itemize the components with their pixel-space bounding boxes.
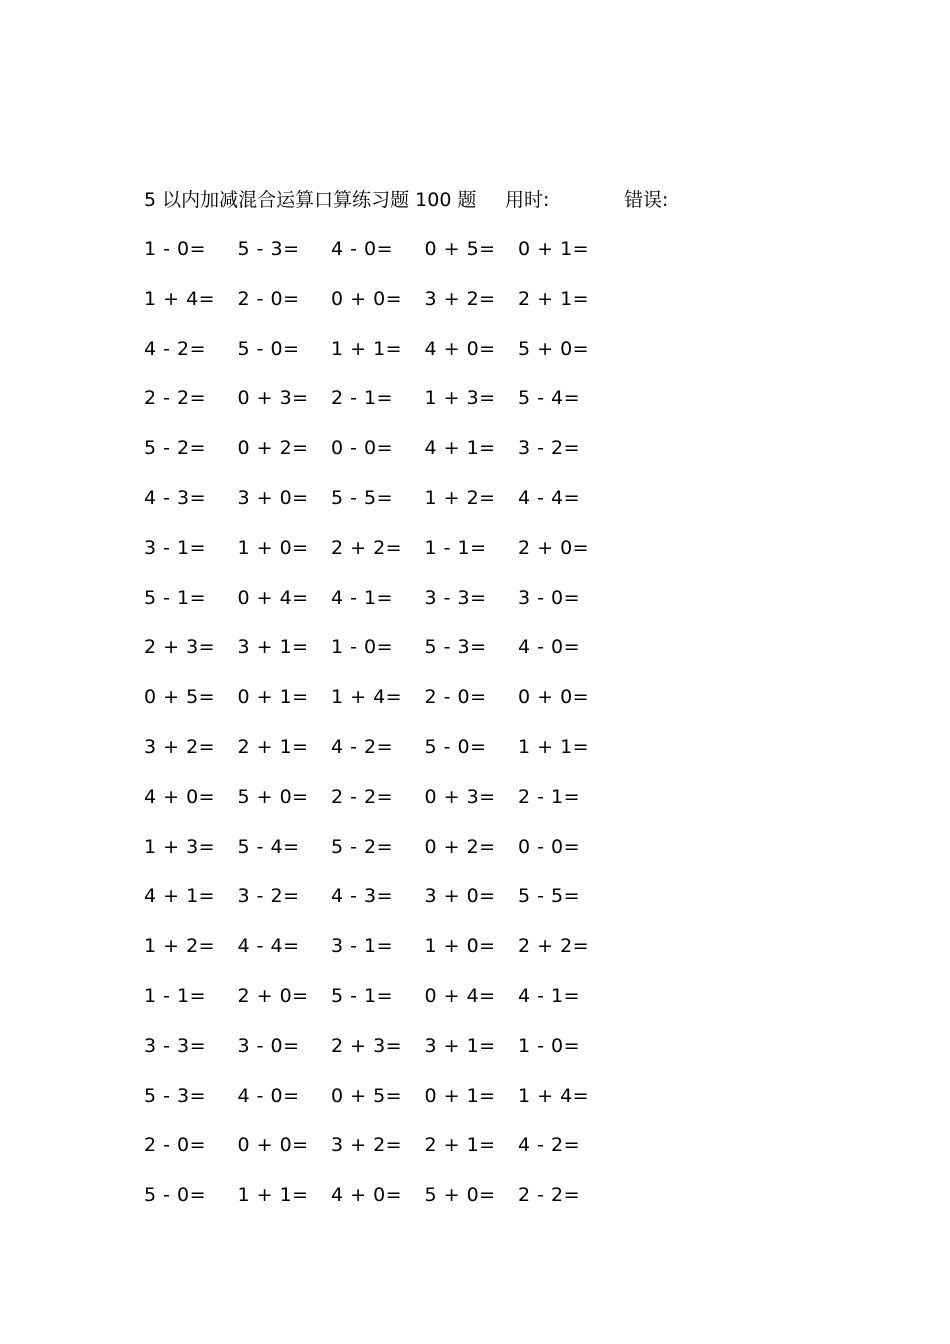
problem-item: 4 - 2=	[331, 735, 394, 758]
problem-item: 2 - 0=	[424, 686, 487, 709]
problem-item: 5 - 5=	[331, 486, 394, 509]
problem-item: 2 - 1=	[331, 387, 394, 410]
problem-item: 3 + 0=	[424, 885, 496, 908]
problem-item: 0 + 5=	[331, 1084, 403, 1107]
problem-item: 2 + 1=	[518, 287, 590, 310]
problem-item: 5 - 1=	[144, 586, 207, 609]
problem-item: 3 - 0=	[237, 1034, 300, 1057]
problem-row	[144, 286, 614, 336]
problem-item: 4 - 0=	[331, 238, 394, 260]
problem-item: 3 - 2=	[518, 437, 581, 460]
problem-item: 1 - 0=	[331, 636, 394, 659]
problem-item: 0 + 0=	[331, 287, 403, 310]
problem-item: 0 + 1=	[237, 686, 309, 709]
problem-item: 3 + 1=	[237, 636, 309, 659]
time-label: 用时:	[505, 189, 550, 211]
problem-item: 3 + 2=	[331, 1134, 403, 1157]
problem-item: 4 - 1=	[331, 586, 394, 609]
problem-item: 3 - 1=	[331, 935, 394, 958]
worksheet-title: 5 以内加减混合运算口算练习题 100 题	[144, 189, 477, 211]
problem-row	[144, 535, 614, 585]
problem-row	[144, 1083, 614, 1133]
problem-item: 1 + 4=	[144, 287, 216, 310]
problem-item: 0 - 0=	[331, 437, 394, 460]
problem-item: 2 + 0=	[518, 536, 590, 559]
problem-item: 4 + 1=	[424, 437, 496, 460]
problem-item: 2 - 2=	[518, 1184, 581, 1207]
problem-row	[144, 435, 614, 485]
problem-item: 3 - 2=	[237, 885, 300, 908]
problem-item: 4 - 4=	[518, 486, 581, 509]
problem-item: 2 + 2=	[518, 935, 590, 958]
problem-item: 3 + 2=	[424, 287, 496, 310]
problem-item: 0 + 3=	[424, 785, 496, 808]
problem-item: 5 + 0=	[237, 785, 309, 808]
problem-row	[144, 883, 614, 933]
problem-item: 1 + 1=	[331, 337, 403, 360]
problem-item: 3 + 2=	[144, 735, 216, 758]
problem-item: 2 + 0=	[237, 984, 309, 1007]
problem-item: 0 + 2=	[424, 835, 496, 858]
problem-row	[144, 1132, 614, 1182]
problem-item: 5 - 3=	[144, 1084, 207, 1107]
problem-item: 1 + 2=	[144, 935, 216, 958]
problem-item: 2 - 2=	[144, 387, 207, 410]
problem-item: 2 - 2=	[331, 785, 394, 808]
problem-item: 4 - 2=	[144, 337, 207, 360]
problem-item: 4 + 1=	[144, 885, 216, 908]
problem-item: 0 + 3=	[237, 387, 309, 410]
problem-row	[144, 485, 614, 535]
problem-row	[144, 585, 614, 635]
problem-item: 1 + 0=	[237, 536, 309, 559]
problem-row	[144, 1033, 614, 1083]
problem-item: 0 + 1=	[518, 238, 590, 260]
problem-item: 3 + 0=	[237, 486, 309, 509]
problem-row	[144, 336, 614, 386]
problem-item: 1 + 2=	[424, 486, 496, 509]
problem-item: 3 - 0=	[518, 586, 581, 609]
problem-item: 3 - 1=	[144, 536, 207, 559]
problem-item: 2 + 2=	[331, 536, 403, 559]
problem-item: 5 - 4=	[518, 387, 581, 410]
worksheet-header	[144, 187, 844, 213]
problem-item: 4 - 3=	[144, 486, 207, 509]
problem-item: 2 + 3=	[331, 1034, 403, 1057]
problem-row	[144, 834, 614, 884]
problem-item: 5 - 0=	[237, 337, 300, 360]
problem-item: 4 - 1=	[518, 984, 581, 1007]
problem-item: 1 + 4=	[331, 686, 403, 709]
problem-item: 5 + 0=	[424, 1184, 496, 1207]
problem-item: 1 - 0=	[144, 238, 207, 260]
problem-item: 2 + 3=	[144, 636, 216, 659]
problem-item: 2 + 1=	[237, 735, 309, 758]
problem-item: 5 - 5=	[518, 885, 581, 908]
problem-item: 0 + 2=	[237, 437, 309, 460]
problem-item: 1 + 0=	[424, 935, 496, 958]
problem-row	[144, 684, 614, 734]
problem-item: 0 + 4=	[237, 586, 309, 609]
problem-item: 3 - 3=	[144, 1034, 207, 1057]
problem-item: 2 - 0=	[237, 287, 300, 310]
problem-item: 4 + 0=	[331, 1184, 403, 1207]
problem-item: 2 + 1=	[424, 1134, 496, 1157]
problem-row	[144, 385, 614, 435]
problem-item: 5 - 2=	[144, 437, 207, 460]
problem-item: 0 + 1=	[424, 1084, 496, 1107]
problem-row	[144, 933, 614, 983]
problem-row	[144, 236, 614, 286]
problem-item: 1 - 1=	[424, 536, 487, 559]
problem-item: 5 - 4=	[237, 835, 300, 858]
problem-item: 4 - 3=	[331, 885, 394, 908]
problem-item: 1 - 1=	[144, 984, 207, 1007]
problem-item: 0 + 0=	[237, 1134, 309, 1157]
problem-item: 2 - 0=	[144, 1134, 207, 1157]
problem-item: 1 + 1=	[518, 735, 590, 758]
problem-item: 3 + 1=	[424, 1034, 496, 1057]
problem-item: 5 - 3=	[237, 238, 300, 260]
problem-row	[144, 983, 614, 1033]
problem-item: 4 + 0=	[424, 337, 496, 360]
problem-item: 1 + 3=	[144, 835, 216, 858]
problem-item: 4 - 2=	[518, 1134, 581, 1157]
problem-item: 5 - 2=	[331, 835, 394, 858]
problem-item: 0 + 5=	[424, 238, 496, 260]
problem-item: 4 - 0=	[237, 1084, 300, 1107]
problem-item: 5 - 0=	[424, 735, 487, 758]
problem-item: 4 + 0=	[144, 785, 216, 808]
problem-row	[144, 1182, 614, 1232]
problem-item: 3 - 3=	[424, 586, 487, 609]
problem-item: 0 + 4=	[424, 984, 496, 1007]
problem-row	[144, 634, 614, 684]
problem-item: 5 - 0=	[144, 1184, 207, 1207]
problem-item: 1 + 3=	[424, 387, 496, 410]
problem-item: 0 - 0=	[518, 835, 581, 858]
problem-item: 5 - 3=	[424, 636, 487, 659]
problem-item: 4 - 4=	[237, 935, 300, 958]
problem-item: 0 + 0=	[518, 686, 590, 709]
problem-row	[144, 734, 614, 784]
problem-item: 0 + 5=	[144, 686, 216, 709]
problem-item: 4 - 0=	[518, 636, 581, 659]
problem-grid	[144, 236, 614, 1232]
problem-item: 1 + 1=	[237, 1184, 309, 1207]
problem-item: 2 - 1=	[518, 785, 581, 808]
error-label: 错误:	[624, 189, 669, 211]
problem-row	[144, 784, 614, 834]
problem-item: 5 + 0=	[518, 337, 590, 360]
problem-item: 1 - 0=	[518, 1034, 581, 1057]
problem-item: 1 + 4=	[518, 1084, 590, 1107]
problem-item: 5 - 1=	[331, 984, 394, 1007]
